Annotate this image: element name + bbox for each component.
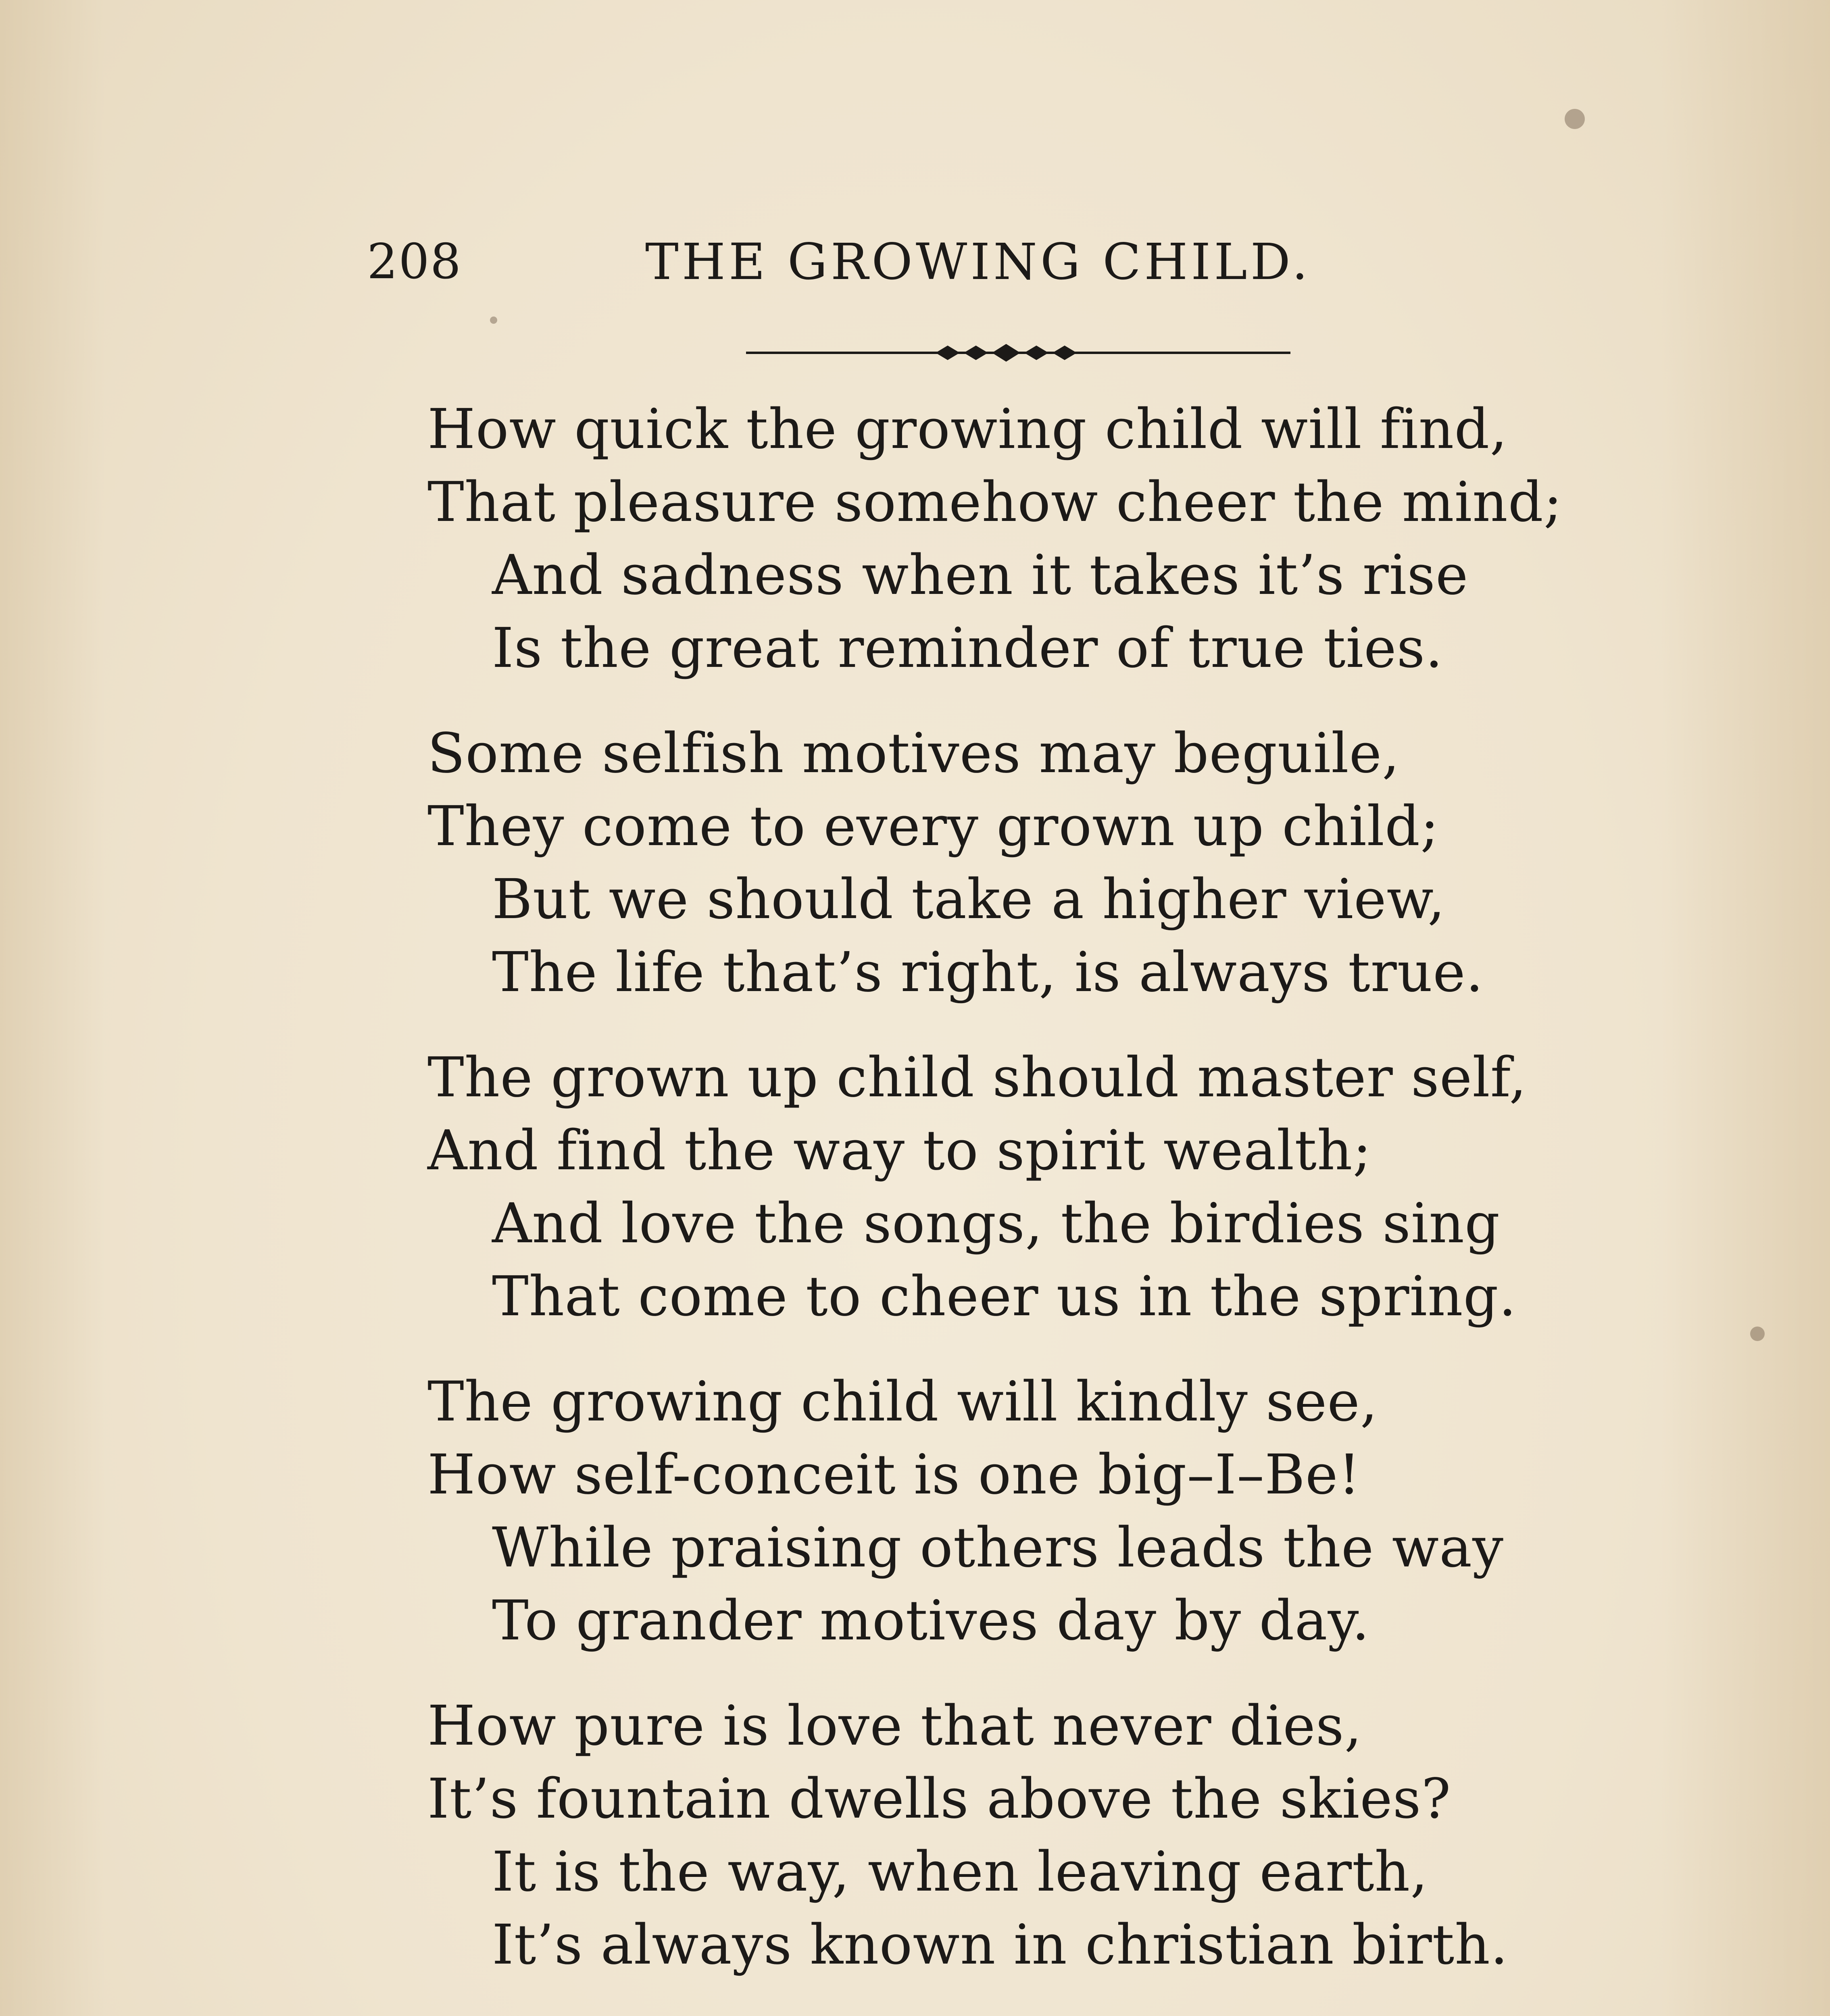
poem-line: It is the way, when leaving earth, xyxy=(492,1840,1428,1904)
poem-line: The growing child will kindly see, xyxy=(427,1370,1378,1434)
poem-line: How self-conceit is one big–I–Be! xyxy=(427,1443,1361,1507)
stanza xyxy=(427,1041,1557,1333)
poem-line: They come to every grown up child; xyxy=(427,795,1439,858)
page-edge-shadow-left xyxy=(0,0,105,2016)
poem-line: The grown up child should master self, xyxy=(427,1046,1527,1110)
poem-line xyxy=(427,2014,1557,2016)
page-header xyxy=(367,226,1415,298)
stanza xyxy=(427,1690,1557,1982)
poem-line: And sadness when it takes it’s rise xyxy=(492,544,1469,607)
poem-line: Some selfish motives may beguile, xyxy=(427,722,1400,785)
paper-speck xyxy=(1565,109,1585,129)
poem-line: And find the way to spirit wealth; xyxy=(427,1119,1372,1183)
poem-line: But we should take a higher view, xyxy=(492,868,1446,931)
stanza xyxy=(427,393,1563,685)
poem-line: How pure is love that never dies, xyxy=(427,1694,1362,1758)
ornament-divider xyxy=(746,341,1290,365)
poem-line: That come to cheer us in the spring. xyxy=(492,1265,1517,1329)
poem-line: The life that’s right, is always true. xyxy=(492,941,1484,1004)
page-edge-shadow-right xyxy=(1661,0,1830,2016)
poem-line: How quick the growing child will find, xyxy=(427,398,1508,461)
paper-speck xyxy=(490,317,497,324)
poem-line: To grander motives day by day. xyxy=(492,1589,1370,1653)
poem-line: While praising others leads the way xyxy=(492,1516,1504,1580)
page-number: 208 xyxy=(367,234,462,290)
poem-line: It’s fountain dwells above the skies? xyxy=(427,1767,1451,1831)
stanza xyxy=(427,2014,1557,2016)
stanza xyxy=(427,1366,1557,1658)
poem-line: That pleasure somehow cheer the mind; xyxy=(427,471,1563,534)
poem xyxy=(427,393,1563,2016)
stanza xyxy=(427,717,1557,1009)
poem-line: It’s always known in christian birth. xyxy=(492,1913,1509,1977)
poem-line: And love the songs, the birdies sing xyxy=(492,1192,1501,1256)
running-title: THE GROWING CHILD. xyxy=(645,233,1311,291)
paper-speck xyxy=(1750,1327,1765,1341)
poem-line: Is the great reminder of true ties. xyxy=(492,616,1443,680)
